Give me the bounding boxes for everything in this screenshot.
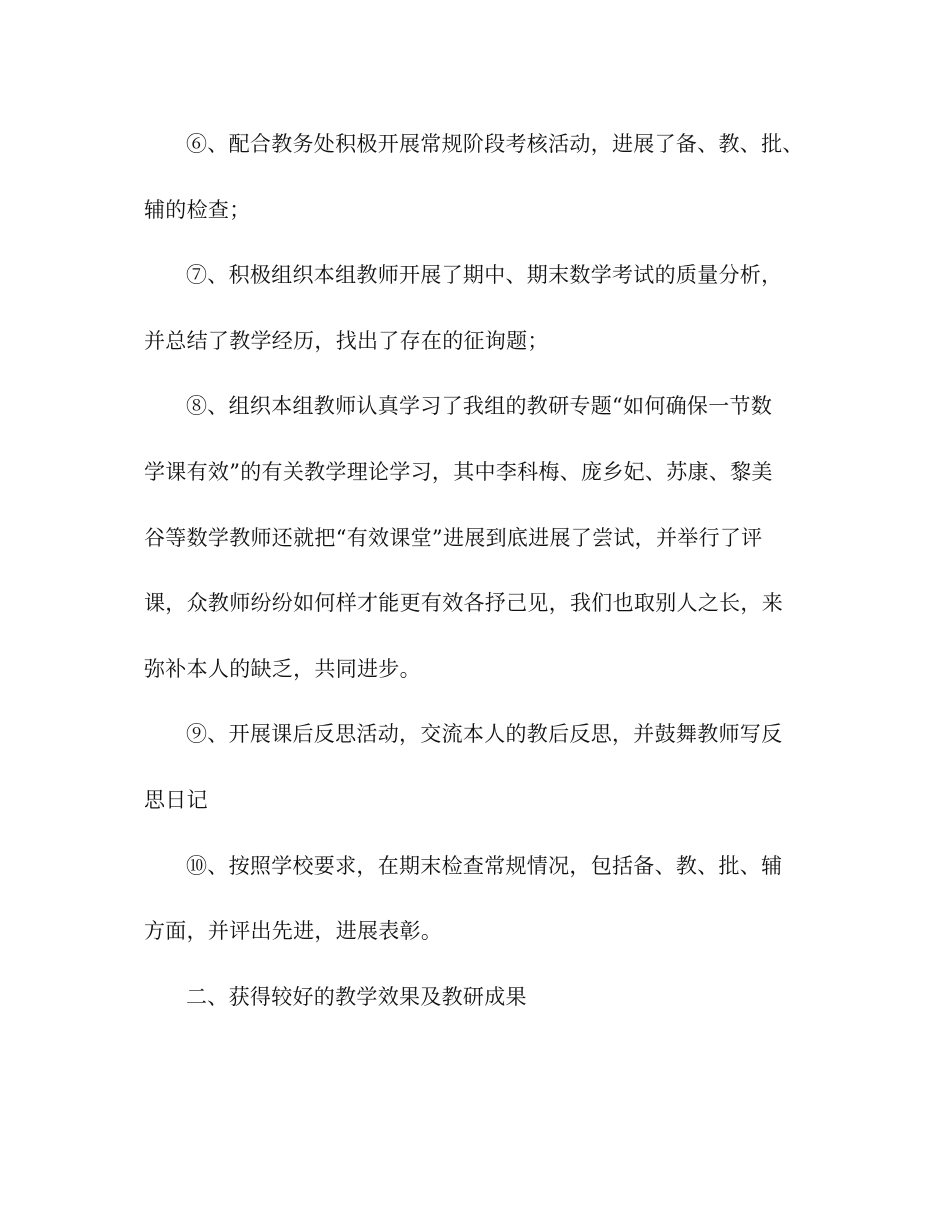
text-line: 并总结了教学经历，找出了存在的征询题； (144, 328, 549, 353)
text-line: 学课有效”的有关教学理论学习，其中李科梅、庞乡妃、苏康、黎美 (144, 459, 773, 484)
text-line: 课，众教师纷纷如何样才能更有效各抒己见，我们也取别人之长，来 (144, 591, 783, 616)
text-line: 谷等数学教师还就把“有效课堂”进展到底进展了尝试，并举行了评 (144, 525, 763, 550)
text-line: 辅的检查； (144, 197, 251, 222)
text-line: ⑩、按照学校要求，在期末检查常规情况，包括备、教、批、辅 (186, 853, 783, 878)
section-heading: 二、获得较好的教学效果及教研成果 (186, 984, 527, 1009)
text-line: 方面，并评出先进，进展表彰。 (144, 919, 443, 944)
document-body (144, 120, 824, 1038)
text-line: ⑨、开展课后反思活动，交流本人的教后反思，并鼓舞教师写反 (186, 722, 783, 747)
text-line: 思日记 (144, 787, 208, 812)
text-line: ⑦、积极组织本组教师开展了期中、期末数学考试的质量分析， (186, 263, 783, 288)
text-line: ⑧、组织本组教师认真学习了我组的教研专题“如何确保一节数 (186, 394, 773, 419)
text-line: ⑥、配合教务处积极开展常规阶段考核活动，进展了备、教、批、 (186, 132, 804, 156)
text-line: 弥补本人的缺乏，共同进步。 (144, 656, 421, 681)
